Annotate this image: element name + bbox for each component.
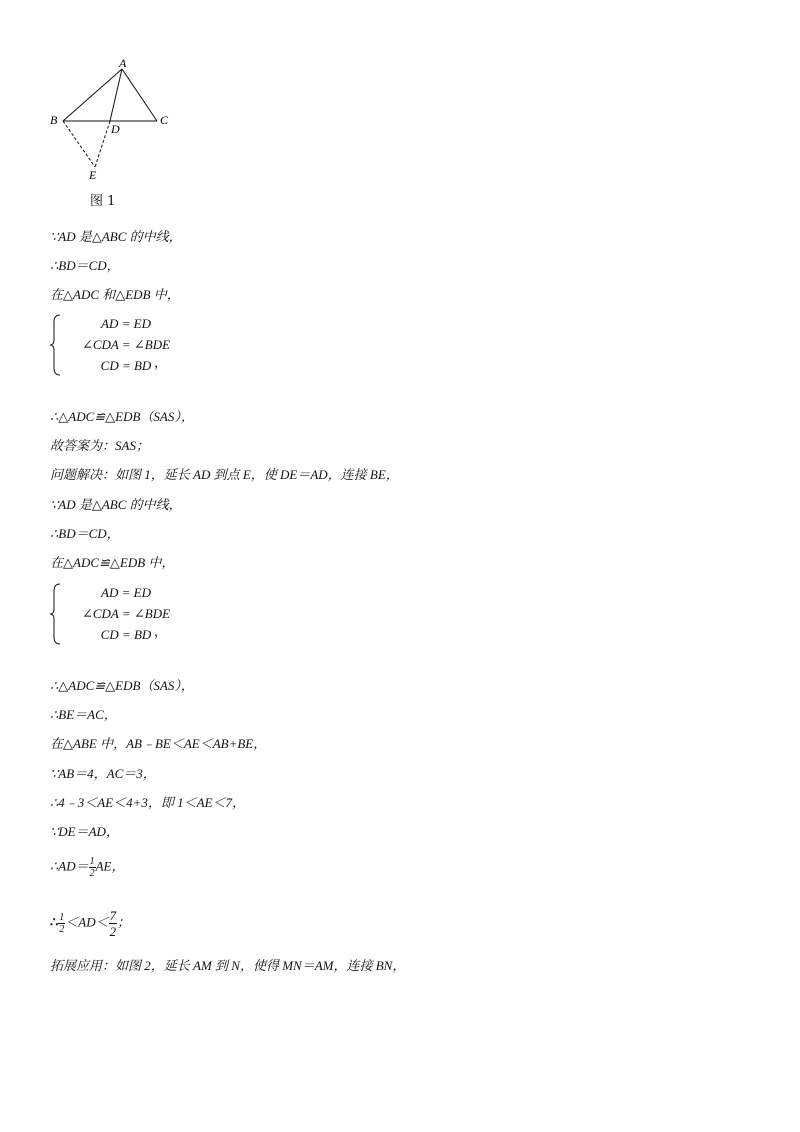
fraction-denominator: 2: [59, 924, 65, 935]
text-line-inequality: [50, 908, 130, 939]
text-line: 拓展应用：如图 2，延长 AM 到 N，使得 MN＝AM，连接 BN，: [50, 958, 406, 973]
text-line: 问题解决：如图 1，延长 AD 到点 E，使 DE＝AD，连接 BE，: [50, 467, 399, 482]
fraction-one-half: [89, 856, 96, 879]
text-line-fraction: [50, 856, 125, 879]
equation-row: ∠CDA = ∠BDE: [81, 606, 171, 621]
left-brace: [50, 314, 62, 376]
fraction-prefix: ∴AD＝: [50, 858, 89, 874]
fraction-seven-halves: [109, 908, 118, 939]
equation-system: [50, 314, 190, 376]
text-line: ∵AD 是△ABC 的中线，: [50, 229, 182, 244]
segment-AC: [122, 69, 157, 121]
equation-row: ∠CDA = ∠BDE: [81, 337, 171, 352]
fraction-denominator: 2: [109, 924, 117, 939]
fraction-suffix: AE，: [95, 858, 125, 874]
text-line: ∴BD＝CD，: [50, 258, 120, 273]
text-line: ∵AB＝4，AC＝3，: [50, 766, 156, 781]
label-C: C: [160, 113, 169, 127]
label-D: D: [111, 122, 120, 136]
text-line: ∵DE＝AD，: [50, 824, 119, 839]
segment-AD: [110, 69, 122, 121]
text-line: ∴△ADC≌△EDB（SAS），: [50, 678, 194, 693]
segment-DE: [95, 121, 110, 167]
equation-comma: ，: [154, 356, 168, 371]
label-A: A: [119, 56, 127, 70]
fraction-numerator: 1: [89, 856, 95, 867]
text-line: ∴BE＝AC，: [50, 707, 117, 722]
left-brace: [50, 583, 62, 645]
equation-comma: ，: [154, 625, 168, 640]
text-line: ∴△ADC≌△EDB（SAS），: [50, 409, 194, 424]
segment-BE: [63, 121, 95, 167]
label-B: B: [50, 113, 58, 127]
text-line: ∵AD 是△ABC 的中线，: [50, 497, 182, 512]
text-line: ∴BD＝CD，: [50, 526, 120, 541]
equation-row: CD = BD: [100, 358, 152, 373]
text-line: ∴4﹣3＜AE＜4+3，即 1＜AE＜7，: [50, 795, 246, 810]
equation-row: AD = ED: [101, 585, 151, 600]
text-line: 在△ADC 和△EDB 中，: [50, 287, 180, 302]
equation-system: [50, 583, 190, 645]
text-line: 在△ADC≌△EDB 中，: [50, 555, 175, 570]
therefore-symbol: ∴: [50, 914, 59, 930]
equation-row: CD = BD: [100, 627, 152, 642]
fraction-numerator: 1: [59, 912, 65, 923]
figure-caption: 图 1: [90, 194, 116, 209]
text-line: 在△ABE 中，AB﹣BE＜AE＜AB+BE，: [50, 736, 267, 751]
fraction-denominator: 2: [89, 868, 95, 879]
equation-row: AD = ED: [101, 316, 151, 331]
segment-AB: [63, 69, 122, 121]
inequality-middle: ＜AD＜: [65, 914, 109, 930]
inequality-suffix: ；: [117, 914, 131, 930]
text-line: 故答案为：SAS；: [50, 438, 149, 453]
label-E: E: [89, 168, 97, 182]
fraction-numerator: 7: [109, 908, 117, 923]
